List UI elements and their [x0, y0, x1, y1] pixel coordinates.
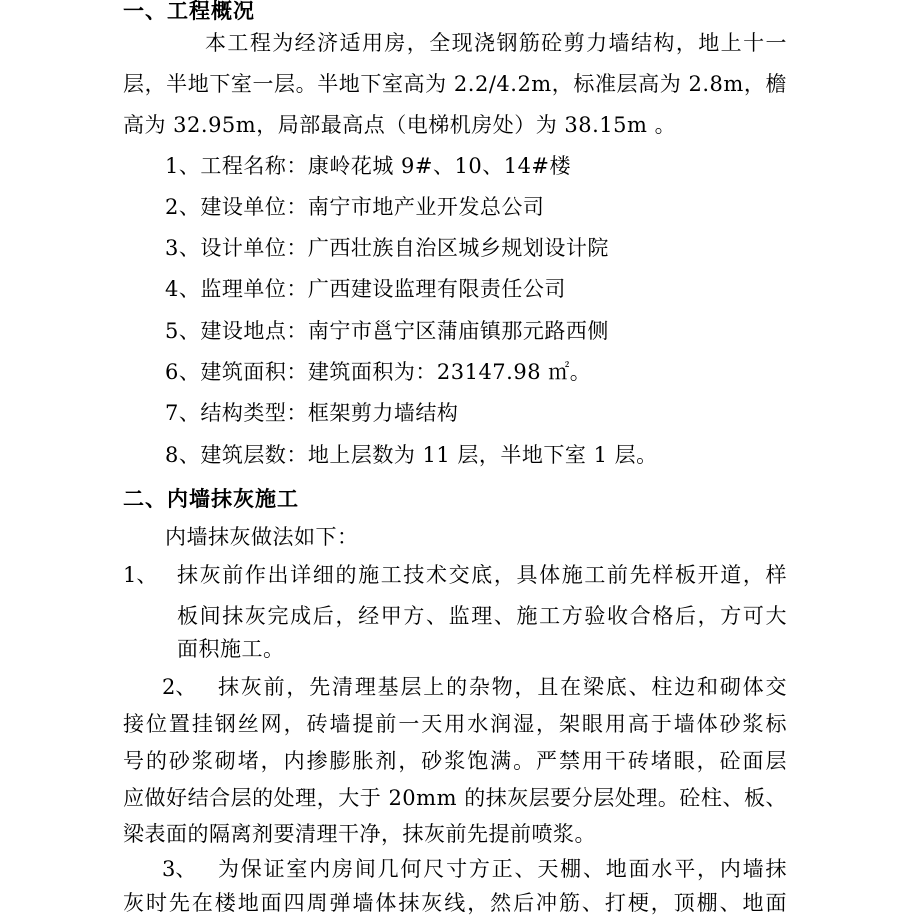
- item-2-line-5: 梁表面的隔离剂要清理干净，抹灰前先提前喷浆。: [123, 822, 596, 846]
- item-1-line-3: 面积施工。: [177, 637, 285, 661]
- list-item-supervisor: 4、监理单位：广西建设监理有限责任公司: [165, 277, 566, 301]
- section-heading-plastering: 二、内墙抹灰施工: [123, 487, 299, 511]
- list-item-structure-type: 7、结构类型：框架剪力墙结构: [165, 401, 459, 425]
- item-2-line-1: 抹灰前，先清理基层上的杂物，且在梁底、柱边和砌体交: [218, 675, 787, 699]
- list-item-project-name: 1、工程名称：康岭花城 9#、10、14#楼: [165, 154, 572, 178]
- list-item-floor-count: 8、建筑层数：地上层数为 11 层，半地下室 1 层。: [165, 443, 658, 467]
- overview-paragraph-line-3: 高为 32.95m，局部最高点（电梯机房处）为 38.15m 。: [123, 113, 677, 137]
- item-1-line-1: 抹灰前作出详细的施工技术交底，具体施工前先样板开道，样: [177, 563, 787, 587]
- list-item-developer: 2、建设单位：南宁市地产业开发总公司: [165, 195, 545, 219]
- item-2-line-4: 应做好结合层的处理，大于 20mm 的抹灰层要分层处理。砼柱、板、: [123, 786, 787, 810]
- list-item-designer: 3、设计单位：广西壮族自治区城乡规划设计院: [165, 236, 609, 260]
- plastering-intro: 内墙抹灰做法如下：: [165, 525, 359, 549]
- list-item-floor-area: 6、建筑面积：建筑面积为：23147.98 ㎡。: [165, 360, 592, 384]
- section-heading-overview: 一、工程概况: [123, 0, 255, 23]
- item-2-line-3: 号的砂浆砌堵，内掺膨胀剂，砂浆饱满。严禁用干砖堵眼，砼面层: [123, 749, 787, 773]
- item-1-number: 1、: [123, 563, 158, 587]
- list-item-location: 5、建设地点：南宁市邕宁区蒲庙镇那元路西侧: [165, 319, 609, 343]
- overview-paragraph-line-2: 层，半地下室一层。半地下室高为 2.2/4.2m，标准层高为 2.8m，檐: [123, 72, 787, 96]
- item-2-number: 2、: [162, 675, 197, 699]
- item-1-line-2: 板间抹灰完成后，经甲方、监理、施工方验收合格后，方可大: [177, 604, 787, 628]
- item-2-line-2: 接位置挂钢丝网，砖墙提前一天用水润湿，架眼用高于墙体砂浆标: [123, 712, 787, 736]
- item-3-line-2: 灰时先在楼地面四周弹墙体抹灰线，然后冲筋、打梗，顶棚、地面: [123, 891, 787, 915]
- overview-paragraph-line-1: 本工程为经济适用房，全现浇钢筋砼剪力墙结构，地上十一: [205, 31, 787, 55]
- item-3-line-1: 为保证室内房间几何尺寸方正、天棚、地面水平，内墙抹: [218, 857, 787, 881]
- item-3-number: 3、: [162, 857, 197, 881]
